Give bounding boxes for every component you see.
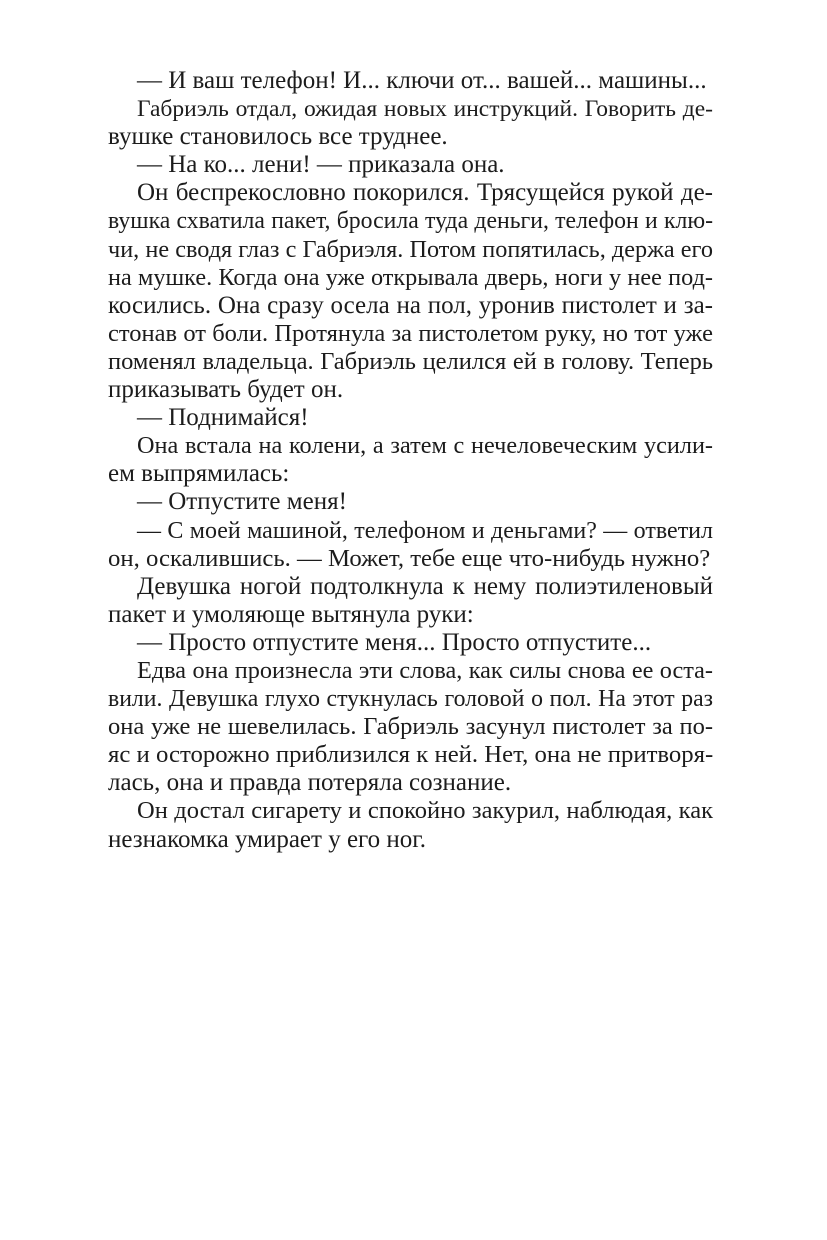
text-line: пакет и умоляюще вытянула руки: <box>108 600 474 628</box>
text-line: — На ко... лени! — приказала она. <box>137 151 505 179</box>
text-line: Она встала на колени, а затем с нечеловеческим усили- <box>137 432 713 460</box>
text-line: — Просто отпустите меня... Просто отпустите... <box>137 628 652 656</box>
text-line: — Отпустите меня! <box>137 488 347 516</box>
text-line: приказывать будет он. <box>108 376 344 404</box>
text-line: незнакомка умирает у его ног. <box>108 825 426 853</box>
text-line: Он беспрекословно покорился. Трясущейся рукой де- <box>137 179 713 207</box>
text-line: стонав от боли. Протянула за пистолетом руку, но тот уже <box>108 319 713 347</box>
text-line: чи, не сводя глаз с Габриэля. Потом попятилась, держа его <box>108 235 713 263</box>
text-line: Он достал сигарету и спокойно закурил, наблюдая, как <box>137 797 713 825</box>
text-line: вили. Девушка глухо стукнулась головой о пол. На этот раз <box>108 686 713 713</box>
text-line: вушка схватила пакет, бросила туда деньги, телефон и клю- <box>108 208 713 235</box>
text-line: она уже не шевелилась. Габриэль засунул пистолет за по- <box>108 713 713 741</box>
text-line: лась, она и правда потеряла сознание. <box>108 769 512 797</box>
text-line: Едва она произнесла эти слова, как силы снова ее оста- <box>137 656 713 684</box>
text-line: Габриэль отдал, ожидая новых инструкций. Говорить де- <box>137 96 713 123</box>
text-line: косились. Она сразу осела на пол, уронив пистолет и за- <box>108 291 713 319</box>
text-line: поменял владельца. Габриэль целился ей в голову. Теперь <box>108 347 713 375</box>
text-line: он, оскалившись. — Может, тебе еще что-нибудь нужно? <box>108 544 711 572</box>
text-line: — И ваш телефон! И... ключи от... вашей... машины... <box>137 67 707 94</box>
text-line: — Поднимайся! <box>137 404 309 432</box>
text-line: ем выпрямилась: <box>108 460 290 488</box>
text-line: яс и осторожно приблизился к ней. Нет, она не притворя- <box>108 741 714 769</box>
page-text <box>108 67 713 854</box>
text-line: Девушка ногой подтолкнула к нему полиэтиленовый <box>137 572 713 600</box>
text-line: на мушке. Когда она уже открывала дверь, ноги у нее под- <box>108 263 713 291</box>
text-line: — С моей машиной, телефоном и деньгами? — ответил <box>137 517 713 544</box>
text-line: вушке становилось все труднее. <box>108 123 448 151</box>
